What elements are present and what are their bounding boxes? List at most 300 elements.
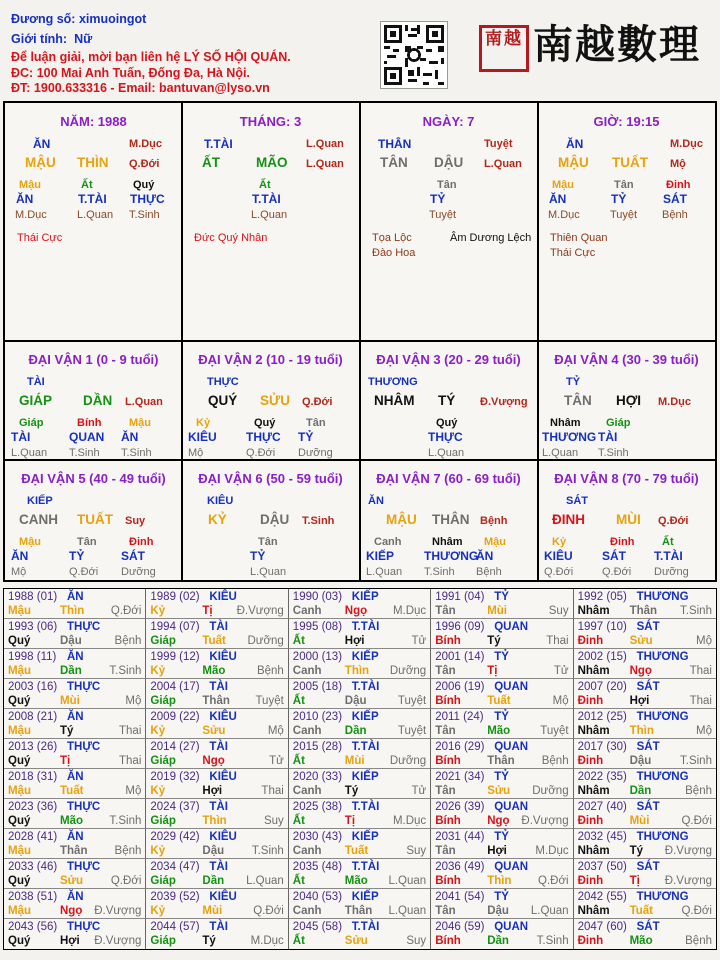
annual-cell	[431, 619, 573, 649]
hidden-stem: Nhâm	[432, 536, 463, 548]
year-branch: Thân	[629, 605, 658, 617]
year-branch: Tuất	[202, 635, 226, 647]
year-stem: Tân	[435, 605, 456, 617]
year-stem: Kỷ	[150, 905, 166, 917]
year-god: ĂN	[67, 711, 84, 723]
annual-cell	[4, 919, 146, 949]
year-god: TÀI	[209, 861, 228, 873]
year: 2024 (37)	[150, 801, 200, 813]
year-star: Mộ	[552, 695, 569, 707]
year-star: Thai	[689, 665, 712, 677]
address-line: ĐC: 100 Mai Anh Tuấn, Đống Đa, Hà Nội.	[11, 66, 250, 80]
year-star: T.Sinh	[251, 845, 284, 857]
hidden-god: TÀI	[598, 430, 618, 444]
annual-cell	[431, 679, 573, 709]
pillar-1	[182, 103, 359, 339]
stem-star: M.Dục	[670, 138, 703, 150]
hidden-star: T.Sinh	[121, 447, 152, 459]
hidden-stem: Kỷ	[552, 536, 567, 548]
year: 2037 (50)	[577, 861, 627, 873]
year-branch: Tị	[344, 815, 356, 827]
year-star: M.Dục	[392, 605, 427, 617]
year-stem: Tân	[435, 725, 456, 737]
dai-van-stem: CANH	[19, 512, 58, 527]
year: 1996 (09)	[435, 621, 485, 633]
hidden-god: ĂN	[476, 549, 494, 563]
year-stem: Ất	[292, 935, 305, 947]
year: 2025 (38)	[292, 801, 343, 813]
year: 1992 (05)	[577, 591, 627, 603]
dai-van-2	[182, 341, 359, 459]
year-branch: Mão	[202, 665, 226, 677]
year-god: TỶ	[494, 891, 509, 903]
year-branch: Sửu	[487, 785, 511, 797]
year: 2001 (14)	[435, 651, 485, 663]
year-god: TỶ	[494, 651, 509, 663]
year-god: SÁT	[636, 741, 660, 753]
year-stem: Mậu	[8, 665, 31, 677]
annual-cell	[289, 619, 431, 649]
year-stem: Nhâm	[577, 905, 610, 917]
year-branch: Thìn	[202, 815, 227, 827]
hidden-star: Dưỡng	[121, 566, 156, 578]
year-god: QUAN	[494, 621, 529, 633]
annual-cell	[4, 709, 146, 739]
hidden-star: T.Sinh	[129, 209, 160, 221]
year-god: T.TÀI	[351, 681, 380, 693]
branch: THÌN	[77, 155, 109, 170]
hidden-star: L.Quan	[542, 447, 579, 459]
hidden-god: KIÊU	[544, 549, 573, 563]
hidden-star: L.Quan	[366, 566, 403, 578]
dai-van-branch: HỢI	[616, 393, 642, 408]
year-branch: Sửu	[202, 725, 226, 737]
year-star: M.Dục	[535, 845, 569, 857]
annual-cell	[574, 589, 716, 619]
year-branch: Dần	[487, 935, 509, 947]
year: 1993 (06)	[8, 621, 58, 633]
stem: TÂN	[380, 155, 408, 170]
year-star: T.Sinh	[109, 815, 142, 827]
red-seal-stamp: 南越	[479, 25, 529, 72]
annual-cell	[574, 799, 716, 829]
year-star: Q.Đới	[110, 605, 142, 617]
annual-cell	[574, 859, 716, 889]
dai-van-branch: MÙI	[616, 512, 641, 527]
annual-cell	[574, 709, 716, 739]
year-star: T.Sinh	[109, 665, 142, 677]
year-star: T.Sinh	[680, 755, 712, 767]
year-stem: Nhâm	[577, 785, 610, 797]
year-star: Tử	[553, 665, 569, 677]
year-god: TỶ	[494, 831, 509, 843]
hidden-star: Dưỡng	[654, 566, 689, 578]
year-star: Q.Đới	[538, 875, 569, 887]
year-stem: Bính	[435, 815, 461, 827]
shensha: Tọa Lộc	[372, 232, 412, 244]
hidden-god: TỶ	[430, 192, 446, 206]
dai-van-god: TÀI	[27, 376, 45, 388]
year-god: TÀI	[209, 621, 228, 633]
year: 2000 (13)	[292, 651, 343, 663]
year: 2027 (40)	[577, 801, 627, 813]
year-god: TÀI	[209, 741, 228, 753]
year-branch: Tý	[202, 935, 216, 947]
annual-cell	[146, 919, 288, 949]
annual-cell	[289, 829, 431, 859]
hidden-god: ĂN	[121, 430, 139, 444]
annual-cell	[431, 889, 573, 919]
year: 2044 (57)	[150, 921, 200, 933]
shensha: Thiên Quan	[550, 232, 608, 244]
year-branch: Hợi	[60, 935, 80, 947]
year-god: THỰC	[67, 741, 101, 753]
dai-van-branch: TUẤT	[77, 512, 113, 527]
year-god: T.TÀI	[351, 621, 380, 633]
year-branch: Ngọ	[629, 665, 652, 677]
year: 2030 (43)	[292, 831, 343, 843]
pillar-title: NGÀY: 7	[422, 114, 475, 129]
dai-van-stem: TÂN	[564, 393, 592, 408]
annual-cell	[146, 859, 288, 889]
shensha: Âm Dương Lệch	[450, 232, 532, 244]
year-stem: Canh	[292, 845, 322, 857]
hidden-god: ĂN	[16, 192, 34, 206]
year-star: Bệnh	[541, 755, 569, 767]
year-star: Bệnh	[114, 635, 142, 647]
year-god: THỰC	[67, 801, 101, 813]
dai-van-title: ĐẠI VẬN 6 (50 - 59 tuổi)	[198, 471, 343, 486]
shensha: Đức Quý Nhân	[194, 232, 268, 244]
hidden-god: ĂN	[11, 549, 29, 563]
year: 2002 (15)	[577, 651, 627, 663]
year-god: ĂN	[67, 891, 84, 903]
year-branch: Tị	[60, 755, 71, 767]
dai-van-title: ĐẠI VẬN 8 (70 - 79 tuổi)	[554, 471, 699, 486]
year-star: Dưỡng	[389, 755, 427, 767]
dai-van-star: Q.Đới	[658, 515, 689, 527]
dai-van-branch: SỬU	[260, 393, 290, 408]
year-branch: Ngọ	[60, 905, 83, 917]
year: 2029 (42)	[150, 831, 200, 843]
year: 2007 (20)	[577, 681, 627, 693]
dai-van-stem: NHÂM	[374, 393, 415, 408]
year-stem: Giáp	[150, 815, 176, 827]
year: 2028 (41)	[8, 831, 58, 843]
annual-cell	[574, 619, 716, 649]
annual-cell	[146, 589, 288, 619]
hidden-stem: Quý	[436, 417, 458, 429]
year-star: Dưỡng	[247, 635, 284, 647]
hidden-star: Dưỡng	[298, 447, 333, 459]
year-god: KIÊU	[209, 831, 237, 843]
dai-van-title: ĐẠI VẬN 3 (20 - 29 tuổi)	[376, 352, 521, 367]
dai-van-title: ĐẠI VẬN 7 (60 - 69 tuổi)	[376, 471, 521, 486]
hidden-god: THỰC	[130, 192, 165, 206]
annual-cell	[431, 919, 573, 949]
hidden-stem: Tân	[437, 179, 457, 191]
year-star: Đ.Vượng	[236, 605, 284, 617]
year-god: T.TÀI	[351, 741, 380, 753]
hidden-stem: Mậu	[19, 536, 41, 548]
year-stem: Quý	[8, 695, 31, 707]
year: 2008 (21)	[8, 711, 58, 723]
year-god: QUAN	[494, 681, 529, 693]
year-branch: Tý	[60, 725, 74, 737]
year: 2021 (34)	[435, 771, 485, 783]
hidden-stem: Ất	[81, 179, 93, 191]
hidden-star: Bệnh	[476, 566, 502, 578]
year-stem: Tân	[435, 905, 456, 917]
hidden-star: Q.Đới	[544, 566, 574, 578]
year-god: THƯƠNG	[636, 711, 689, 723]
hidden-god: THỰC	[428, 430, 463, 444]
hidden-star: M.Dục	[15, 209, 47, 221]
year-star: Tuyệt	[397, 695, 427, 707]
year-star: Mộ	[696, 635, 712, 647]
year-branch: Tuất	[60, 785, 84, 797]
year-stem: Bính	[435, 875, 461, 887]
dai-van-stem: QUÝ	[208, 393, 238, 408]
year-god: THỰC	[67, 921, 101, 933]
year: 2033 (46)	[8, 861, 58, 873]
year-god: THƯƠNG	[636, 891, 689, 903]
stem-star: M.Dục	[129, 138, 162, 150]
annual-cell	[4, 619, 146, 649]
hidden-stem: Ất	[662, 536, 674, 548]
year-star: Tuyệt	[540, 725, 569, 737]
phone-email-line: ĐT: 1900.633316 - Email: bantuvan@lyso.vn	[11, 81, 270, 95]
year-stem: Đinh	[577, 635, 604, 647]
annual-cell	[289, 709, 431, 739]
year: 1988 (01)	[8, 591, 58, 603]
year-god: ĂN	[67, 831, 84, 843]
year-god: QUAN	[494, 861, 529, 873]
year-branch: Hợi	[629, 695, 650, 707]
year-god: TÀI	[209, 681, 228, 693]
year-branch: Hợi	[344, 635, 365, 647]
year: 2031 (44)	[435, 831, 485, 843]
year: 2040 (53)	[292, 891, 343, 903]
hidden-god: SÁT	[663, 192, 687, 206]
hidden-god: T.TÀI	[252, 192, 281, 206]
year-stem: Tân	[435, 785, 456, 797]
year-branch: Dần	[629, 785, 652, 797]
year-god: KIẾP	[351, 831, 379, 843]
branch: TUẤT	[612, 155, 648, 170]
year-star: Bệnh	[114, 845, 142, 857]
annual-cell	[574, 679, 716, 709]
dai-van-star: T.Sinh	[302, 515, 335, 527]
year-stem: Tân	[435, 665, 456, 677]
hidden-star: T.Sinh	[598, 447, 629, 459]
dai-van-title: ĐẠI VẬN 4 (30 - 39 tuổi)	[554, 352, 699, 367]
year-star: Q.Đới	[681, 905, 712, 917]
year: 1997 (10)	[577, 621, 627, 633]
main-chart-box	[3, 101, 717, 582]
hidden-god: T.TÀI	[78, 192, 107, 206]
year-branch: Hợi	[487, 845, 507, 857]
year-branch: Tị	[202, 605, 213, 617]
hidden-stem: Tân	[258, 536, 278, 548]
annual-cell	[431, 739, 573, 769]
year-stem: Canh	[292, 905, 322, 917]
year-god: QUAN	[494, 741, 529, 753]
year-stem: Kỷ	[150, 665, 166, 677]
hidden-star: Q.Đới	[69, 566, 99, 578]
dai-van-branch: TÝ	[438, 393, 456, 408]
hidden-stem: Bính	[77, 417, 102, 429]
year-branch: Mùi	[60, 695, 80, 707]
year-god: KIẾP	[351, 711, 379, 723]
pillar-title: NĂM: 1988	[60, 114, 127, 129]
shensha: Thái Cực	[17, 232, 63, 244]
dai-van-title: ĐẠI VẬN 5 (40 - 49 tuổi)	[21, 471, 166, 486]
year-star: T.Sinh	[680, 605, 712, 617]
hidden-stem: Tân	[306, 417, 326, 429]
annual-cell	[431, 859, 573, 889]
year: 2036 (49)	[435, 861, 485, 873]
year-branch: Thân	[202, 695, 230, 707]
annual-cell	[574, 829, 716, 859]
year-stem: Giáp	[150, 755, 176, 767]
annual-cell	[146, 799, 288, 829]
year: 2023 (36)	[8, 801, 58, 813]
year-star: M.Dục	[250, 935, 284, 947]
year-branch: Tuất	[344, 845, 369, 857]
year: 2032 (45)	[577, 831, 627, 843]
year-stem: Canh	[292, 605, 322, 617]
year-stem: Ất	[292, 875, 305, 887]
year: 2003 (16)	[8, 681, 58, 693]
dai-van-stem: MẬU	[386, 512, 417, 527]
year-god: KIẾP	[351, 891, 379, 903]
year-star: Đ.Vượng	[94, 905, 142, 917]
year-stem: Giáp	[150, 875, 176, 887]
year-god: QUAN	[494, 801, 529, 813]
year: 1989 (02)	[150, 591, 200, 603]
year-god: SÁT	[636, 801, 660, 813]
year-god: KIÊU	[209, 651, 237, 663]
year: 2016 (29)	[435, 741, 485, 753]
dai-van-star: Đ.Vượng	[480, 396, 528, 408]
year-branch: Mão	[629, 935, 653, 947]
year-stem: Giáp	[150, 935, 176, 947]
year-star: Thai	[119, 755, 142, 767]
annual-cell	[4, 799, 146, 829]
annual-cell	[4, 679, 146, 709]
year-god: THƯƠNG	[636, 771, 689, 783]
year-star: Thai	[546, 635, 569, 647]
annual-cell	[431, 799, 573, 829]
year-god: KIẾP	[351, 651, 379, 663]
stem-god: T.TÀI	[204, 137, 233, 151]
dai-van-star: L.Quan	[125, 396, 163, 408]
year-branch: Thân	[487, 755, 515, 767]
annual-cell	[431, 769, 573, 799]
hidden-god: THỰC	[246, 430, 281, 444]
dai-van-branch: DẬU	[260, 512, 290, 527]
year-star: Q.Đới	[253, 905, 284, 917]
dai-van-star: M.Dục	[658, 396, 691, 408]
pillar-0	[5, 103, 182, 339]
qr-code-icon	[380, 21, 448, 89]
annual-cell	[574, 649, 716, 679]
year-god: ĂN	[67, 591, 84, 603]
year-stem: Ất	[292, 635, 305, 647]
year-god: THƯƠNG	[636, 591, 689, 603]
year-branch: Sửu	[60, 875, 84, 887]
annual-cell	[431, 589, 573, 619]
annual-cell	[289, 769, 431, 799]
year-star: Q.Đới	[110, 875, 142, 887]
hidden-stem: Canh	[374, 536, 402, 548]
year-branch: Mùi	[487, 605, 507, 617]
year-branch: Dần	[60, 665, 82, 677]
dai-van-stem: KỶ	[208, 512, 227, 527]
year-star: M.Dục	[392, 815, 427, 827]
year-branch: Dậu	[629, 755, 652, 767]
dai-van-4	[538, 341, 715, 459]
year-god: TỶ	[494, 591, 509, 603]
annual-cell	[146, 679, 288, 709]
hidden-god: TỶ	[69, 549, 85, 563]
annual-cell	[146, 709, 288, 739]
year-branch: Dần	[202, 875, 225, 887]
year: 2047 (60)	[577, 921, 627, 933]
year: 2019 (32)	[150, 771, 200, 783]
year-god: KIÊU	[209, 711, 237, 723]
dai-van-branch: DẦN	[83, 393, 113, 408]
year-stem: Nhâm	[577, 605, 610, 617]
owner-line: Đương số: ximuoingot	[11, 12, 147, 26]
hidden-star: Bệnh	[662, 209, 688, 221]
year-branch: Tý	[344, 785, 359, 797]
year-stem: Canh	[292, 725, 322, 737]
year-stem: Kỷ	[150, 605, 166, 617]
year-god: KIẾP	[351, 591, 379, 603]
hidden-star: L.Quan	[77, 209, 114, 221]
year-branch: Thìn	[344, 665, 370, 677]
annual-cell	[431, 709, 573, 739]
year-stem: Đinh	[577, 815, 604, 827]
dai-van-stem: ĐINH	[552, 512, 585, 527]
annual-cell	[146, 829, 288, 859]
year-god: THƯƠNG	[636, 831, 689, 843]
year: 2026 (39)	[435, 801, 485, 813]
hidden-god: THƯƠNG	[542, 430, 597, 444]
annual-cell	[289, 589, 431, 619]
hidden-stem: Đinh	[666, 179, 691, 191]
year: 2013 (26)	[8, 741, 58, 753]
year-star: T.Sinh	[536, 935, 569, 947]
year-stem: Mậu	[8, 845, 31, 857]
hidden-star: L.Quan	[251, 209, 288, 221]
year-star: Q.Đới	[681, 815, 712, 827]
year-stem: Kỷ	[150, 785, 166, 797]
year-star: L.Quan	[246, 875, 284, 887]
year-branch: Ngọ	[487, 815, 510, 827]
year-god: THỰC	[67, 681, 101, 693]
year-stem: Quý	[8, 635, 31, 647]
year-stem: Nhâm	[577, 725, 610, 737]
stem-star: L.Quan	[306, 138, 344, 150]
year-star: Suy	[263, 815, 284, 827]
year-god: SÁT	[636, 861, 660, 873]
year-stem: Mậu	[8, 725, 31, 737]
stem: MẬU	[558, 155, 589, 170]
year-branch: Dậu	[202, 845, 225, 857]
